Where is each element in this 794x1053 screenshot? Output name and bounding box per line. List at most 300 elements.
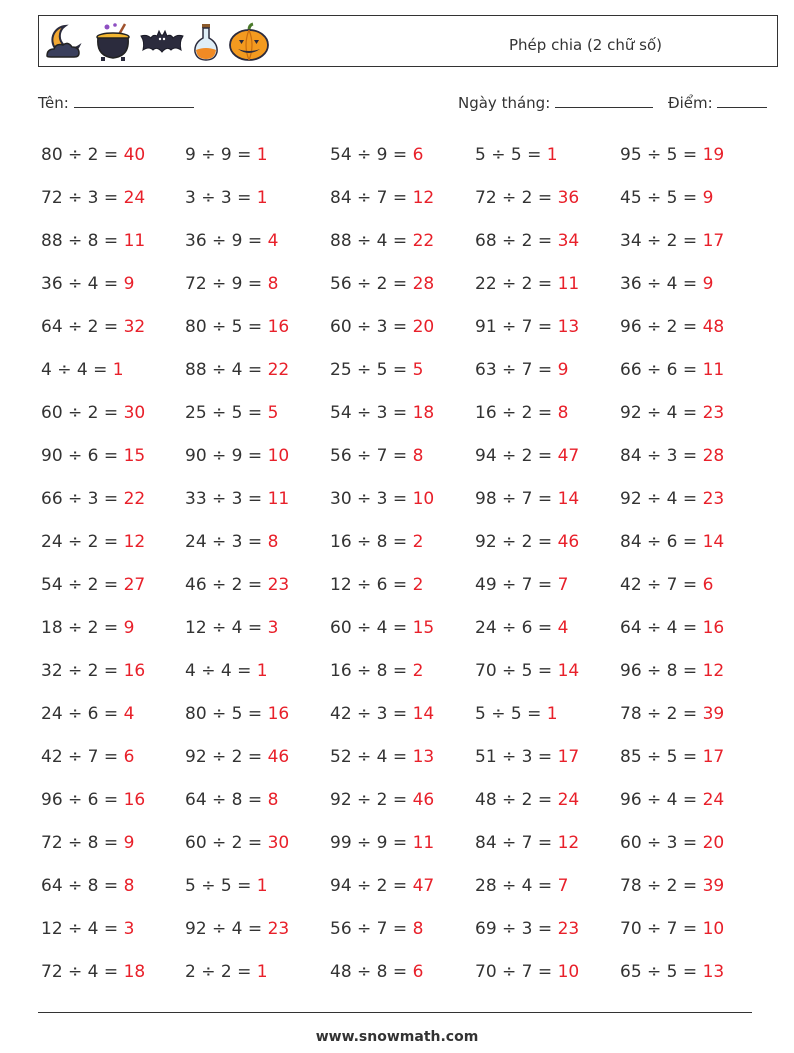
- problem-cell: [185, 653, 330, 696]
- problem-answer: 10: [267, 446, 290, 466]
- problem-answer: 46: [412, 790, 435, 810]
- problem-answer: 23: [702, 489, 725, 509]
- problem-answer: 4: [557, 618, 569, 638]
- problem-cell: [475, 309, 620, 352]
- problem-cell: [185, 868, 330, 911]
- problem-answer: 16: [123, 790, 146, 810]
- problem-answer: 2: [412, 575, 424, 595]
- problem-cell: [330, 782, 475, 825]
- problem-question: 12 ÷ 4 =: [41, 919, 119, 939]
- problem-answer: 28: [702, 446, 725, 466]
- problem-question: 18 ÷ 2 =: [41, 618, 119, 638]
- footer-url: www.snowmath.com: [315, 1029, 479, 1045]
- problem-question: 56 ÷ 7 =: [330, 919, 408, 939]
- problem-answer: 8: [412, 446, 424, 466]
- problem-cell: [41, 911, 185, 954]
- problem-answer: 39: [702, 876, 725, 896]
- problem-question: 92 ÷ 2 =: [185, 747, 263, 767]
- score-field[interactable]: [668, 93, 767, 112]
- problem-question: 52 ÷ 4 =: [330, 747, 408, 767]
- problem-cell: [620, 438, 765, 481]
- problem-cell: [620, 610, 765, 653]
- problem-question: 88 ÷ 8 =: [41, 231, 119, 251]
- problem-answer: 28: [412, 274, 435, 294]
- problem-cell: [620, 696, 765, 739]
- problem-question: 60 ÷ 4 =: [330, 618, 408, 638]
- problem-question: 66 ÷ 3 =: [41, 489, 119, 509]
- problem-cell: [475, 180, 620, 223]
- problem-cell: [330, 137, 475, 180]
- problem-answer: 7: [557, 876, 569, 896]
- problem-answer: 10: [412, 489, 435, 509]
- problem-question: 2 ÷ 2 =: [185, 962, 252, 982]
- problem-answer: 1: [256, 876, 268, 896]
- problem-question: 94 ÷ 2 =: [475, 446, 553, 466]
- problem-answer: 1: [546, 704, 558, 724]
- problem-answer: 46: [557, 532, 580, 552]
- problem-question: 42 ÷ 3 =: [330, 704, 408, 724]
- problem-question: 92 ÷ 4 =: [620, 403, 698, 423]
- problem-cell: [41, 782, 185, 825]
- problem-answer: 22: [123, 489, 146, 509]
- problem-question: 92 ÷ 2 =: [330, 790, 408, 810]
- problem-question: 70 ÷ 5 =: [475, 661, 553, 681]
- name-field[interactable]: [38, 93, 194, 112]
- problem-cell: [620, 868, 765, 911]
- problem-answer: 6: [412, 962, 424, 982]
- problem-cell: [475, 137, 620, 180]
- problem-cell: [620, 954, 765, 997]
- problem-answer: 47: [557, 446, 580, 466]
- problem-question: 68 ÷ 2 =: [475, 231, 553, 251]
- problem-cell: [475, 696, 620, 739]
- problem-question: 32 ÷ 2 =: [41, 661, 119, 681]
- problem-cell: [475, 438, 620, 481]
- problem-answer: 16: [267, 704, 290, 724]
- problem-question: 92 ÷ 4 =: [185, 919, 263, 939]
- problem-answer: 8: [557, 403, 569, 423]
- problem-question: 70 ÷ 7 =: [620, 919, 698, 939]
- problem-cell: [330, 524, 475, 567]
- problem-cell: [185, 911, 330, 954]
- problem-answer: 23: [267, 575, 290, 595]
- problem-cell: [41, 309, 185, 352]
- problem-answer: 20: [702, 833, 725, 853]
- problem-cell: [620, 137, 765, 180]
- problem-question: 60 ÷ 2 =: [41, 403, 119, 423]
- problem-cell: [185, 352, 330, 395]
- problem-cell: [620, 739, 765, 782]
- problem-question: 80 ÷ 2 =: [41, 145, 119, 165]
- problem-question: 56 ÷ 7 =: [330, 446, 408, 466]
- problem-cell: [185, 782, 330, 825]
- problem-cell: [475, 911, 620, 954]
- problem-cell: [41, 825, 185, 868]
- problem-question: 78 ÷ 2 =: [620, 704, 698, 724]
- problem-answer: 2: [412, 661, 424, 681]
- moon-cloud-icon: [43, 22, 87, 62]
- problem-cell: [185, 395, 330, 438]
- problem-question: 5 ÷ 5 =: [475, 704, 542, 724]
- problem-answer: 27: [123, 575, 146, 595]
- problem-answer: 46: [267, 747, 290, 767]
- problem-question: 72 ÷ 8 =: [41, 833, 119, 853]
- problem-question: 96 ÷ 8 =: [620, 661, 698, 681]
- problem-answer: 47: [412, 876, 435, 896]
- problem-answer: 1: [256, 145, 268, 165]
- problem-question: 46 ÷ 2 =: [185, 575, 263, 595]
- problem-answer: 6: [702, 575, 714, 595]
- problem-cell: [185, 610, 330, 653]
- problem-cell: [330, 610, 475, 653]
- problem-answer: 48: [702, 317, 725, 337]
- problem-answer: 13: [412, 747, 435, 767]
- problem-question: 64 ÷ 8 =: [185, 790, 263, 810]
- problem-answer: 24: [557, 790, 580, 810]
- problem-answer: 9: [123, 833, 135, 853]
- problem-cell: [41, 438, 185, 481]
- problem-answer: 39: [702, 704, 725, 724]
- problem-answer: 16: [702, 618, 725, 638]
- name-label: Tên:: [38, 94, 69, 112]
- problem-question: 88 ÷ 4 =: [185, 360, 263, 380]
- problem-cell: [330, 481, 475, 524]
- problem-question: 16 ÷ 8 =: [330, 532, 408, 552]
- problem-cell: [185, 825, 330, 868]
- problem-answer: 14: [557, 661, 580, 681]
- problem-cell: [620, 481, 765, 524]
- date-line: [555, 93, 653, 108]
- problem-cell: [620, 911, 765, 954]
- problem-answer: 2: [412, 532, 424, 552]
- problem-answer: 8: [267, 532, 279, 552]
- problem-question: 36 ÷ 4 =: [620, 274, 698, 294]
- problem-question: 54 ÷ 2 =: [41, 575, 119, 595]
- problem-question: 92 ÷ 4 =: [620, 489, 698, 509]
- name-line: [74, 93, 194, 108]
- problem-answer: 23: [557, 919, 580, 939]
- problem-cell: [185, 567, 330, 610]
- problem-answer: 11: [412, 833, 435, 853]
- problem-cell: [330, 309, 475, 352]
- problem-question: 54 ÷ 3 =: [330, 403, 408, 423]
- potion-icon: [191, 22, 221, 62]
- problem-question: 96 ÷ 2 =: [620, 317, 698, 337]
- problem-answer: 23: [702, 403, 725, 423]
- problem-answer: 15: [412, 618, 435, 638]
- problem-question: 24 ÷ 3 =: [185, 532, 263, 552]
- problem-answer: 9: [123, 274, 135, 294]
- problem-answer: 14: [412, 704, 435, 724]
- problem-answer: 6: [123, 747, 135, 767]
- problem-answer: 4: [267, 231, 279, 251]
- problem-cell: [330, 868, 475, 911]
- problem-question: 49 ÷ 7 =: [475, 575, 553, 595]
- problem-answer: 1: [256, 962, 268, 982]
- problem-answer: 9: [702, 274, 714, 294]
- footer-divider: [38, 1012, 752, 1013]
- problem-cell: [475, 567, 620, 610]
- problem-question: 72 ÷ 4 =: [41, 962, 119, 982]
- problem-question: 80 ÷ 5 =: [185, 317, 263, 337]
- problem-cell: [620, 567, 765, 610]
- problem-question: 4 ÷ 4 =: [41, 360, 108, 380]
- problem-answer: 11: [702, 360, 725, 380]
- problem-question: 24 ÷ 6 =: [41, 704, 119, 724]
- problem-question: 5 ÷ 5 =: [475, 145, 542, 165]
- problem-cell: [475, 653, 620, 696]
- problem-question: 90 ÷ 6 =: [41, 446, 119, 466]
- problem-question: 60 ÷ 2 =: [185, 833, 263, 853]
- problem-question: 42 ÷ 7 =: [41, 747, 119, 767]
- problem-cell: [41, 524, 185, 567]
- problem-question: 24 ÷ 2 =: [41, 532, 119, 552]
- problem-answer: 10: [557, 962, 580, 982]
- problem-question: 96 ÷ 6 =: [41, 790, 119, 810]
- problem-cell: [620, 352, 765, 395]
- problem-cell: [185, 739, 330, 782]
- problem-cell: [620, 653, 765, 696]
- problem-answer: 6: [412, 145, 424, 165]
- problem-answer: 5: [412, 360, 424, 380]
- problem-question: 69 ÷ 3 =: [475, 919, 553, 939]
- problem-question: 84 ÷ 3 =: [620, 446, 698, 466]
- problem-cell: [330, 954, 475, 997]
- problem-answer: 1: [546, 145, 558, 165]
- problem-cell: [41, 180, 185, 223]
- problem-question: 36 ÷ 4 =: [41, 274, 119, 294]
- problem-answer: 4: [123, 704, 135, 724]
- problem-cell: [475, 610, 620, 653]
- pumpkin-icon: [227, 22, 271, 62]
- problem-cell: [185, 954, 330, 997]
- problem-cell: [185, 696, 330, 739]
- problem-cell: [41, 739, 185, 782]
- problem-question: 72 ÷ 3 =: [41, 188, 119, 208]
- problem-cell: [475, 223, 620, 266]
- problem-cell: [330, 352, 475, 395]
- problem-question: 96 ÷ 4 =: [620, 790, 698, 810]
- problem-question: 72 ÷ 9 =: [185, 274, 263, 294]
- problem-question: 48 ÷ 8 =: [330, 962, 408, 982]
- problem-answer: 22: [267, 360, 290, 380]
- problem-question: 25 ÷ 5 =: [185, 403, 263, 423]
- problem-answer: 14: [557, 489, 580, 509]
- header-icons: [43, 20, 271, 64]
- problem-cell: [185, 137, 330, 180]
- problem-cell: [330, 438, 475, 481]
- problem-question: 63 ÷ 7 =: [475, 360, 553, 380]
- problem-question: 80 ÷ 5 =: [185, 704, 263, 724]
- problem-cell: [620, 266, 765, 309]
- problem-cell: [330, 696, 475, 739]
- problem-answer: 14: [702, 532, 725, 552]
- problem-answer: 12: [557, 833, 580, 853]
- problem-answer: 3: [267, 618, 279, 638]
- problem-question: 54 ÷ 9 =: [330, 145, 408, 165]
- problem-cell: [41, 481, 185, 524]
- problem-answer: 17: [702, 231, 725, 251]
- problem-question: 34 ÷ 2 =: [620, 231, 698, 251]
- problem-question: 3 ÷ 3 =: [185, 188, 252, 208]
- date-label: Ngày tháng:: [458, 94, 551, 112]
- problem-question: 12 ÷ 6 =: [330, 575, 408, 595]
- problem-cell: [620, 782, 765, 825]
- problem-cell: [330, 653, 475, 696]
- problem-cell: [475, 395, 620, 438]
- problem-cell: [41, 352, 185, 395]
- problem-cell: [41, 868, 185, 911]
- problem-question: 99 ÷ 9 =: [330, 833, 408, 853]
- problem-question: 84 ÷ 7 =: [475, 833, 553, 853]
- problem-answer: 16: [123, 661, 146, 681]
- problem-answer: 8: [267, 274, 279, 294]
- problem-answer: 12: [702, 661, 725, 681]
- problem-answer: 19: [702, 145, 725, 165]
- problem-cell: [185, 223, 330, 266]
- problem-question: 95 ÷ 5 =: [620, 145, 698, 165]
- problem-question: 64 ÷ 8 =: [41, 876, 119, 896]
- problem-answer: 8: [267, 790, 279, 810]
- problem-cell: [620, 825, 765, 868]
- problem-cell: [475, 266, 620, 309]
- problem-cell: [41, 223, 185, 266]
- problem-cell: [330, 825, 475, 868]
- problem-cell: [330, 223, 475, 266]
- problem-answer: 36: [557, 188, 580, 208]
- problem-cell: [185, 524, 330, 567]
- problem-question: 5 ÷ 5 =: [185, 876, 252, 896]
- problem-cell: [41, 610, 185, 653]
- problem-answer: 11: [267, 489, 290, 509]
- problem-question: 64 ÷ 2 =: [41, 317, 119, 337]
- problem-cell: [330, 180, 475, 223]
- problem-cell: [330, 739, 475, 782]
- problem-question: 70 ÷ 7 =: [475, 962, 553, 982]
- problem-answer: 23: [267, 919, 290, 939]
- problem-answer: 1: [256, 188, 268, 208]
- problem-answer: 17: [702, 747, 725, 767]
- problem-answer: 9: [123, 618, 135, 638]
- problem-question: 94 ÷ 2 =: [330, 876, 408, 896]
- score-label: Điểm:: [668, 94, 713, 112]
- problem-cell: [41, 137, 185, 180]
- problem-cell: [475, 524, 620, 567]
- problem-question: 16 ÷ 8 =: [330, 661, 408, 681]
- problem-question: 12 ÷ 4 =: [185, 618, 263, 638]
- header-box: [38, 15, 778, 67]
- problem-question: 30 ÷ 3 =: [330, 489, 408, 509]
- problem-answer: 22: [412, 231, 435, 251]
- problem-cell: [330, 911, 475, 954]
- problem-answer: 7: [557, 575, 569, 595]
- problem-question: 22 ÷ 2 =: [475, 274, 553, 294]
- problem-question: 84 ÷ 7 =: [330, 188, 408, 208]
- problem-question: 33 ÷ 3 =: [185, 489, 263, 509]
- problem-question: 84 ÷ 6 =: [620, 532, 698, 552]
- problem-question: 98 ÷ 7 =: [475, 489, 553, 509]
- problem-cell: [185, 266, 330, 309]
- problem-answer: 24: [702, 790, 725, 810]
- problem-question: 42 ÷ 7 =: [620, 575, 698, 595]
- problem-answer: 18: [123, 962, 146, 982]
- problem-answer: 8: [412, 919, 424, 939]
- problem-answer: 3: [123, 919, 135, 939]
- problem-answer: 30: [123, 403, 146, 423]
- worksheet-title: Phép chia (2 chữ số): [509, 36, 662, 54]
- problem-cell: [620, 395, 765, 438]
- problem-question: 60 ÷ 3 =: [620, 833, 698, 853]
- problem-cell: [185, 180, 330, 223]
- problem-cell: [41, 954, 185, 997]
- problem-question: 48 ÷ 2 =: [475, 790, 553, 810]
- bat-icon: [139, 22, 185, 62]
- problem-question: 28 ÷ 4 =: [475, 876, 553, 896]
- problem-cell: [41, 653, 185, 696]
- problem-answer: 13: [702, 962, 725, 982]
- problem-cell: [41, 266, 185, 309]
- problem-question: 56 ÷ 2 =: [330, 274, 408, 294]
- problem-cell: [475, 352, 620, 395]
- problem-answer: 15: [123, 446, 146, 466]
- problem-question: 85 ÷ 5 =: [620, 747, 698, 767]
- problem-answer: 1: [256, 661, 268, 681]
- cauldron-icon: [93, 22, 133, 62]
- problem-grid: [41, 137, 765, 997]
- problem-answer: 11: [123, 231, 146, 251]
- problem-answer: 32: [123, 317, 146, 337]
- problem-cell: [330, 266, 475, 309]
- problem-cell: [620, 524, 765, 567]
- problem-question: 36 ÷ 9 =: [185, 231, 263, 251]
- problem-cell: [475, 954, 620, 997]
- problem-cell: [475, 739, 620, 782]
- problem-cell: [475, 481, 620, 524]
- problem-question: 65 ÷ 5 =: [620, 962, 698, 982]
- problem-answer: 13: [557, 317, 580, 337]
- problem-cell: [330, 567, 475, 610]
- problem-answer: 9: [702, 188, 714, 208]
- problem-question: 25 ÷ 5 =: [330, 360, 408, 380]
- problem-cell: [41, 567, 185, 610]
- problem-question: 24 ÷ 6 =: [475, 618, 553, 638]
- problem-cell: [185, 309, 330, 352]
- date-field[interactable]: [458, 93, 653, 112]
- problem-answer: 30: [267, 833, 290, 853]
- problem-question: 78 ÷ 2 =: [620, 876, 698, 896]
- problem-cell: [620, 223, 765, 266]
- problem-cell: [620, 180, 765, 223]
- problem-question: 60 ÷ 3 =: [330, 317, 408, 337]
- problem-answer: 20: [412, 317, 435, 337]
- problem-answer: 17: [557, 747, 580, 767]
- problem-answer: 11: [557, 274, 580, 294]
- problem-question: 64 ÷ 4 =: [620, 618, 698, 638]
- problem-cell: [620, 309, 765, 352]
- problem-answer: 34: [557, 231, 580, 251]
- problem-answer: 10: [702, 919, 725, 939]
- problem-answer: 9: [557, 360, 569, 380]
- problem-question: 90 ÷ 9 =: [185, 446, 263, 466]
- problem-answer: 24: [123, 188, 146, 208]
- problem-question: 91 ÷ 7 =: [475, 317, 553, 337]
- problem-answer: 1: [112, 360, 124, 380]
- problem-cell: [475, 868, 620, 911]
- problem-question: 51 ÷ 3 =: [475, 747, 553, 767]
- problem-question: 4 ÷ 4 =: [185, 661, 252, 681]
- problem-answer: 12: [412, 188, 435, 208]
- score-line: [717, 93, 767, 108]
